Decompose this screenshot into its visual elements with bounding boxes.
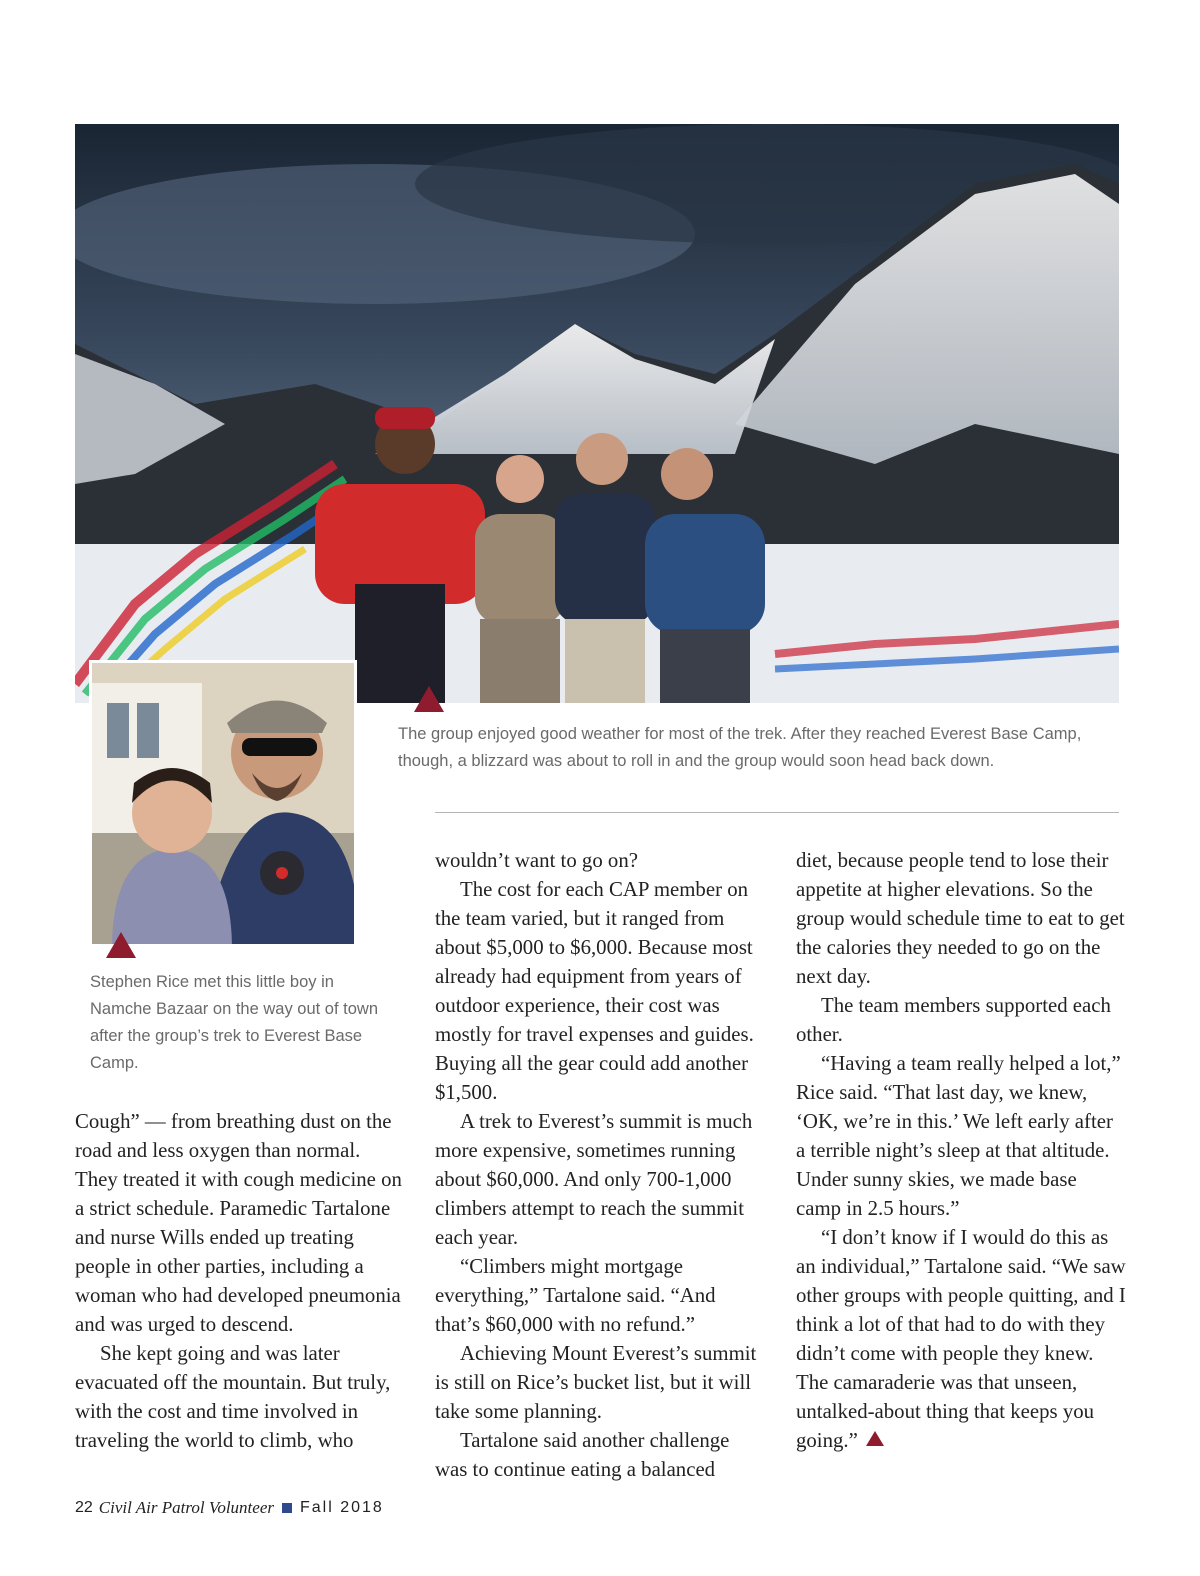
inset-pointer-marker	[106, 932, 136, 958]
paragraph: The cost for each CAP member on the team varied, but it ranged from about $5,000 to $6,000. Because most already had equipment from years of outdoor experience, their cost was mostly for travel expenses and guides. Buying all the gear could add another $1,500.	[435, 878, 754, 1104]
paragraph: She kept going and was later evacuated off the mountain. But truly, with the cost and time involved in traveling the world to climb, who	[75, 1342, 391, 1452]
main-photo-caption: The group enjoyed good weather for most of the trek. After they reached Everest Base Camp, though, a blizzard was about to roll in and the group would soon head back down.	[398, 725, 1082, 770]
paragraph: Cough” — from breathing dust on the road and less oxygen than normal. They treated it with cough medicine on a strict schedule. Paramedic Tartalone and nurse Wills ended up treating people in other parties, including a woman who had developed pneumonia and was urged to descend.	[75, 1110, 402, 1336]
paragraph: The team members supported each other.	[796, 994, 1111, 1046]
inset-photo-caption: Stephen Rice met this little boy in Namche Bazaar on the way out of town after the group’s trek to Everest Base Camp.	[90, 973, 378, 1072]
main-photo	[75, 124, 1119, 703]
paragraph: “Having a team really helped a lot,” Rice said. “That last day, we knew, ‘OK, we’re in this.’ We left early after a terrible night’s sleep at that altitude. Under sunny skies, we made base camp in 2.5 hours.”	[796, 1052, 1121, 1220]
footer-square-icon	[282, 1503, 292, 1513]
caption-divider	[435, 812, 1119, 813]
paragraph-final	[796, 1223, 1126, 1455]
paragraph: wouldn’t want to go on?	[435, 849, 638, 872]
article-column-1	[75, 1107, 405, 1455]
paragraph: “Climbers might mortgage everything,” Tartalone said. “And that’s $60,000 with no refund.”	[435, 1255, 716, 1336]
publication-name: Civil Air Patrol Volunteer	[98, 1498, 274, 1517]
paragraph: diet, because people tend to lose their appetite at higher elevations. So the group would schedule time to eat to get the calories they needed to go on the next day.	[796, 849, 1125, 988]
article-column-2	[435, 846, 765, 1484]
everest-scene-illustration	[75, 124, 1119, 703]
issue-label: Fall 2018	[300, 1499, 384, 1516]
paragraph: Tartalone said another challenge was to continue eating a balanced	[435, 1429, 730, 1481]
photo-pointer-marker	[414, 686, 444, 712]
boy-and-man-illustration	[92, 663, 357, 947]
inset-photo	[89, 660, 357, 947]
paragraph: Achieving Mount Everest’s summit is still on Rice’s bucket list, but it will take some planning.	[435, 1342, 757, 1423]
page-footer	[75, 1496, 384, 1520]
paragraph-text: “I don’t know if I would do this as an individual,” Tartalone said. “We saw other groups with people quitting, and I think a lot of that had to do with they didn’t come with people they knew. The camaraderie was that unseen, untalked-about thing that keeps you going.”	[796, 1226, 1126, 1452]
paragraph: A trek to Everest’s summit is much more expensive, sometimes running about $60,000. And only 700-1,000 climbers attempt to reach the summit each year.	[435, 1110, 753, 1249]
end-of-article-icon	[866, 1431, 884, 1446]
page-number: 22	[75, 1499, 93, 1516]
article-column-3	[796, 846, 1126, 1455]
